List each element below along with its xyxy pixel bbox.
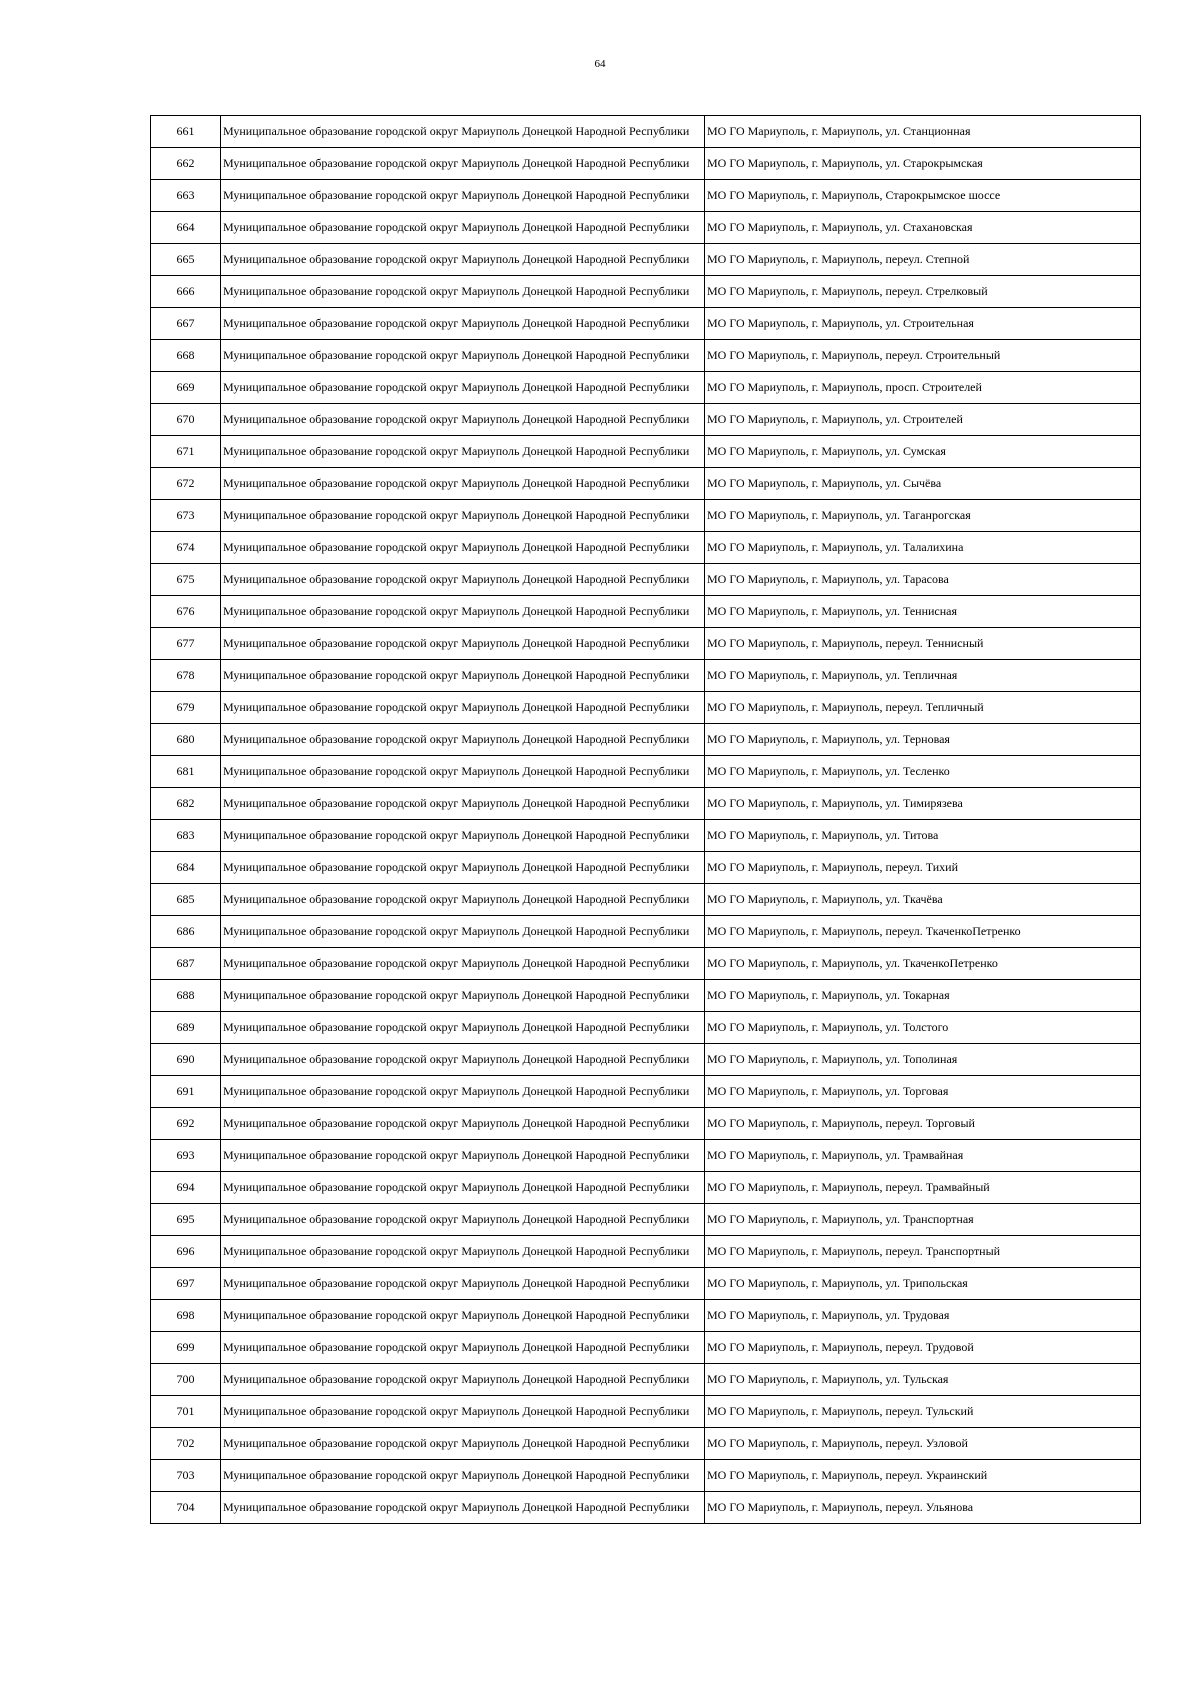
owner-cell: Муниципальное образование городской округ Мариуполь Донецкой Народной Республики [221, 532, 705, 564]
table-row [151, 1492, 1141, 1524]
address-cell: МО ГО Мариуполь, г. Мариуполь, переул. Тепличный [705, 692, 1141, 724]
address-cell: МО ГО Мариуполь, г. Мариуполь, ул. Тесленко [705, 756, 1141, 788]
row-number-cell: 688 [151, 980, 221, 1012]
owner-cell: Муниципальное образование городской округ Мариуполь Донецкой Народной Республики [221, 756, 705, 788]
address-cell: МО ГО Мариуполь, г. Мариуполь, ул. Тульская [705, 1364, 1141, 1396]
row-number-cell: 689 [151, 1012, 221, 1044]
row-number-cell: 677 [151, 628, 221, 660]
row-number-cell: 687 [151, 948, 221, 980]
row-number-cell: 682 [151, 788, 221, 820]
row-number-cell: 662 [151, 148, 221, 180]
table-row [151, 308, 1141, 340]
address-cell: МО ГО Мариуполь, г. Мариуполь, ул. Тимирязева [705, 788, 1141, 820]
owner-cell: Муниципальное образование городской округ Мариуполь Донецкой Народной Республики [221, 1268, 705, 1300]
owner-cell: Муниципальное образование городской округ Мариуполь Донецкой Народной Республики [221, 1236, 705, 1268]
address-cell: МО ГО Мариуполь, г. Мариуполь, переул. Трамвайный [705, 1172, 1141, 1204]
row-number-cell: 666 [151, 276, 221, 308]
address-cell: МО ГО Мариуполь, г. Мариуполь, ул. Сумская [705, 436, 1141, 468]
table-row [151, 116, 1141, 148]
row-number-cell: 673 [151, 500, 221, 532]
row-number-cell: 697 [151, 1268, 221, 1300]
address-cell: МО ГО Мариуполь, г. Мариуполь, переул. Тульский [705, 1396, 1141, 1428]
address-cell: МО ГО Мариуполь, г. Мариуполь, ул. Трудовая [705, 1300, 1141, 1332]
table-row [151, 1332, 1141, 1364]
owner-cell: Муниципальное образование городской округ Мариуполь Донецкой Народной Республики [221, 884, 705, 916]
table-row [151, 1108, 1141, 1140]
row-number-cell: 671 [151, 436, 221, 468]
owner-cell: Муниципальное образование городской округ Мариуполь Донецкой Народной Республики [221, 1172, 705, 1204]
row-number-cell: 701 [151, 1396, 221, 1428]
owner-cell: Муниципальное образование городской округ Мариуполь Донецкой Народной Республики [221, 244, 705, 276]
row-number-cell: 704 [151, 1492, 221, 1524]
owner-cell: Муниципальное образование городской округ Мариуполь Донецкой Народной Республики [221, 1076, 705, 1108]
owner-cell: Муниципальное образование городской округ Мариуполь Донецкой Народной Республики [221, 1204, 705, 1236]
table-row [151, 1396, 1141, 1428]
table-row [151, 148, 1141, 180]
address-cell: МО ГО Мариуполь, г. Мариуполь, ул. Старокрымская [705, 148, 1141, 180]
table-row [151, 852, 1141, 884]
table-row [151, 468, 1141, 500]
address-cell: МО ГО Мариуполь, г. Мариуполь, ул. Теннисная [705, 596, 1141, 628]
table-row [151, 628, 1141, 660]
owner-cell: Муниципальное образование городской округ Мариуполь Донецкой Народной Республики [221, 148, 705, 180]
address-cell: МО ГО Мариуполь, г. Мариуполь, ул. Токарная [705, 980, 1141, 1012]
table-row [151, 500, 1141, 532]
row-number-cell: 690 [151, 1044, 221, 1076]
address-cell: МО ГО Мариуполь, г. Мариуполь, переул. ТкаченкоПетренко [705, 916, 1141, 948]
owner-cell: Муниципальное образование городской округ Мариуполь Донецкой Народной Республики [221, 564, 705, 596]
address-cell: МО ГО Мариуполь, г. Мариуполь, ул. Толстого [705, 1012, 1141, 1044]
table-row [151, 276, 1141, 308]
address-cell: МО ГО Мариуполь, г. Мариуполь, ул. Терновая [705, 724, 1141, 756]
address-cell: МО ГО Мариуполь, г. Мариуполь, переул. Ульянова [705, 1492, 1141, 1524]
owner-cell: Муниципальное образование городской округ Мариуполь Донецкой Народной Республики [221, 692, 705, 724]
address-cell: МО ГО Мариуполь, г. Мариуполь, ул. Станционная [705, 116, 1141, 148]
owner-cell: Муниципальное образование городской округ Мариуполь Донецкой Народной Республики [221, 948, 705, 980]
row-number-cell: 695 [151, 1204, 221, 1236]
owner-cell: Муниципальное образование городской округ Мариуполь Донецкой Народной Республики [221, 1140, 705, 1172]
table-row [151, 1428, 1141, 1460]
address-cell: МО ГО Мариуполь, г. Мариуполь, ул. Талалихина [705, 532, 1141, 564]
owner-cell: Муниципальное образование городской округ Мариуполь Донецкой Народной Республики [221, 500, 705, 532]
row-number-cell: 676 [151, 596, 221, 628]
table-row [151, 564, 1141, 596]
address-cell: МО ГО Мариуполь, г. Мариуполь, ул. Тополиная [705, 1044, 1141, 1076]
address-cell: МО ГО Мариуполь, г. Мариуполь, переул. Строительный [705, 340, 1141, 372]
address-cell: МО ГО Мариуполь, г. Мариуполь, ул. Ткачёва [705, 884, 1141, 916]
table-row [151, 788, 1141, 820]
table-row [151, 1268, 1141, 1300]
owner-cell: Муниципальное образование городской округ Мариуполь Донецкой Народной Республики [221, 1492, 705, 1524]
owner-cell: Муниципальное образование городской округ Мариуполь Донецкой Народной Республики [221, 820, 705, 852]
address-cell: МО ГО Мариуполь, г. Мариуполь, ул. Строителей [705, 404, 1141, 436]
table-row [151, 820, 1141, 852]
table-row [151, 436, 1141, 468]
owner-cell: Муниципальное образование городской округ Мариуполь Донецкой Народной Республики [221, 852, 705, 884]
row-number-cell: 691 [151, 1076, 221, 1108]
owner-cell: Муниципальное образование городской округ Мариуполь Донецкой Народной Республики [221, 1012, 705, 1044]
address-cell: МО ГО Мариуполь, г. Мариуполь, переул. Торговый [705, 1108, 1141, 1140]
table-row [151, 340, 1141, 372]
owner-cell: Муниципальное образование городской округ Мариуполь Донецкой Народной Республики [221, 596, 705, 628]
table-row [151, 1172, 1141, 1204]
table-row [151, 532, 1141, 564]
address-cell: МО ГО Мариуполь, г. Мариуполь, ул. Строительная [705, 308, 1141, 340]
address-cell: МО ГО Мариуполь, г. Мариуполь, переул. Степной [705, 244, 1141, 276]
address-cell: МО ГО Мариуполь, г. Мариуполь, Старокрымское шоссе [705, 180, 1141, 212]
address-cell: МО ГО Мариуполь, г. Мариуполь, просп. Строителей [705, 372, 1141, 404]
row-number-cell: 681 [151, 756, 221, 788]
address-cell: МО ГО Мариуполь, г. Мариуполь, ул. Титова [705, 820, 1141, 852]
owner-cell: Муниципальное образование городской округ Мариуполь Донецкой Народной Республики [221, 1428, 705, 1460]
address-cell: МО ГО Мариуполь, г. Мариуполь, переул. Транспортный [705, 1236, 1141, 1268]
row-number-cell: 684 [151, 852, 221, 884]
owner-cell: Муниципальное образование городской округ Мариуполь Донецкой Народной Республики [221, 1044, 705, 1076]
owner-cell: Муниципальное образование городской округ Мариуполь Донецкой Народной Республики [221, 1300, 705, 1332]
owner-cell: Муниципальное образование городской округ Мариуполь Донецкой Народной Республики [221, 628, 705, 660]
address-cell: МО ГО Мариуполь, г. Мариуполь, ул. ТкаченкоПетренко [705, 948, 1141, 980]
row-number-cell: 672 [151, 468, 221, 500]
row-number-cell: 668 [151, 340, 221, 372]
owner-cell: Муниципальное образование городской округ Мариуполь Донецкой Народной Республики [221, 1396, 705, 1428]
table-row [151, 1076, 1141, 1108]
page-number: 64 [594, 58, 606, 70]
table-row [151, 1204, 1141, 1236]
row-number-cell: 693 [151, 1140, 221, 1172]
table-row [151, 692, 1141, 724]
row-number-cell: 679 [151, 692, 221, 724]
owner-cell: Муниципальное образование городской округ Мариуполь Донецкой Народной Республики [221, 660, 705, 692]
row-number-cell: 661 [151, 116, 221, 148]
table-row [151, 660, 1141, 692]
owner-cell: Муниципальное образование городской округ Мариуполь Донецкой Народной Республики [221, 180, 705, 212]
table-row [151, 1236, 1141, 1268]
row-number-cell: 702 [151, 1428, 221, 1460]
row-number-cell: 686 [151, 916, 221, 948]
address-cell: МО ГО Мариуполь, г. Мариуполь, ул. Сычёва [705, 468, 1141, 500]
address-cell: МО ГО Мариуполь, г. Мариуполь, ул. Трамвайная [705, 1140, 1141, 1172]
address-cell: МО ГО Мариуполь, г. Мариуполь, переул. Узловой [705, 1428, 1141, 1460]
row-number-cell: 675 [151, 564, 221, 596]
owner-cell: Муниципальное образование городской округ Мариуполь Донецкой Народной Республики [221, 372, 705, 404]
table-row [151, 1364, 1141, 1396]
address-cell: МО ГО Мариуполь, г. Мариуполь, ул. Трипольская [705, 1268, 1141, 1300]
table-row [151, 596, 1141, 628]
row-number-cell: 678 [151, 660, 221, 692]
owner-cell: Муниципальное образование городской округ Мариуполь Донецкой Народной Республики [221, 1460, 705, 1492]
table-row [151, 948, 1141, 980]
address-cell: МО ГО Мариуполь, г. Мариуполь, ул. Транспортная [705, 1204, 1141, 1236]
owner-cell: Муниципальное образование городской округ Мариуполь Донецкой Народной Республики [221, 340, 705, 372]
address-cell: МО ГО Мариуполь, г. Мариуполь, ул. Тепличная [705, 660, 1141, 692]
row-number-cell: 685 [151, 884, 221, 916]
row-number-cell: 667 [151, 308, 221, 340]
table-row [151, 372, 1141, 404]
table-row [151, 212, 1141, 244]
row-number-cell: 703 [151, 1460, 221, 1492]
table-row [151, 180, 1141, 212]
owner-cell: Муниципальное образование городской округ Мариуполь Донецкой Народной Республики [221, 916, 705, 948]
owner-cell: Муниципальное образование городской округ Мариуполь Донецкой Народной Республики [221, 980, 705, 1012]
owner-cell: Муниципальное образование городской округ Мариуполь Донецкой Народной Республики [221, 436, 705, 468]
row-number-cell: 674 [151, 532, 221, 564]
table-row [151, 1140, 1141, 1172]
table-row [151, 1044, 1141, 1076]
row-number-cell: 664 [151, 212, 221, 244]
table-row [151, 756, 1141, 788]
row-number-cell: 670 [151, 404, 221, 436]
row-number-cell: 696 [151, 1236, 221, 1268]
table-row [151, 884, 1141, 916]
owner-cell: Муниципальное образование городской округ Мариуполь Донецкой Народной Республики [221, 788, 705, 820]
row-number-cell: 665 [151, 244, 221, 276]
table-row [151, 1460, 1141, 1492]
table-row [151, 724, 1141, 756]
address-cell: МО ГО Мариуполь, г. Мариуполь, ул. Стахановская [705, 212, 1141, 244]
owner-cell: Муниципальное образование городской округ Мариуполь Донецкой Народной Республики [221, 308, 705, 340]
row-number-cell: 700 [151, 1364, 221, 1396]
row-number-cell: 694 [151, 1172, 221, 1204]
owner-cell: Муниципальное образование городской округ Мариуполь Донецкой Народной Республики [221, 212, 705, 244]
owner-cell: Муниципальное образование городской округ Мариуполь Донецкой Народной Республики [221, 1364, 705, 1396]
address-cell: МО ГО Мариуполь, г. Мариуполь, переул. Теннисный [705, 628, 1141, 660]
address-cell: МО ГО Мариуполь, г. Мариуполь, переул. Стрелковый [705, 276, 1141, 308]
address-cell: МО ГО Мариуполь, г. Мариуполь, переул. Тихий [705, 852, 1141, 884]
row-number-cell: 699 [151, 1332, 221, 1364]
owner-cell: Муниципальное образование городской округ Мариуполь Донецкой Народной Республики [221, 1332, 705, 1364]
address-cell: МО ГО Мариуполь, г. Мариуполь, переул. Украинский [705, 1460, 1141, 1492]
row-number-cell: 680 [151, 724, 221, 756]
address-cell: МО ГО Мариуполь, г. Мариуполь, ул. Торговая [705, 1076, 1141, 1108]
owner-cell: Муниципальное образование городской округ Мариуполь Донецкой Народной Республики [221, 724, 705, 756]
row-number-cell: 669 [151, 372, 221, 404]
table-row [151, 980, 1141, 1012]
table-row [151, 404, 1141, 436]
address-cell: МО ГО Мариуполь, г. Мариуполь, ул. Тарасова [705, 564, 1141, 596]
owner-cell: Муниципальное образование городской округ Мариуполь Донецкой Народной Республики [221, 404, 705, 436]
owner-cell: Муниципальное образование городской округ Мариуполь Донецкой Народной Республики [221, 468, 705, 500]
row-number-cell: 683 [151, 820, 221, 852]
row-number-cell: 663 [151, 180, 221, 212]
owner-cell: Муниципальное образование городской округ Мариуполь Донецкой Народной Республики [221, 116, 705, 148]
address-cell: МО ГО Мариуполь, г. Мариуполь, переул. Трудовой [705, 1332, 1141, 1364]
registry-table-body [151, 116, 1141, 1524]
owner-cell: Муниципальное образование городской округ Мариуполь Донецкой Народной Республики [221, 276, 705, 308]
registry-table [150, 115, 1141, 1524]
address-cell: МО ГО Мариуполь, г. Мариуполь, ул. Таганрогская [705, 500, 1141, 532]
owner-cell: Муниципальное образование городской округ Мариуполь Донецкой Народной Республики [221, 1108, 705, 1140]
table-row [151, 1300, 1141, 1332]
row-number-cell: 692 [151, 1108, 221, 1140]
table-row [151, 244, 1141, 276]
table-row [151, 916, 1141, 948]
table-row [151, 1012, 1141, 1044]
row-number-cell: 698 [151, 1300, 221, 1332]
